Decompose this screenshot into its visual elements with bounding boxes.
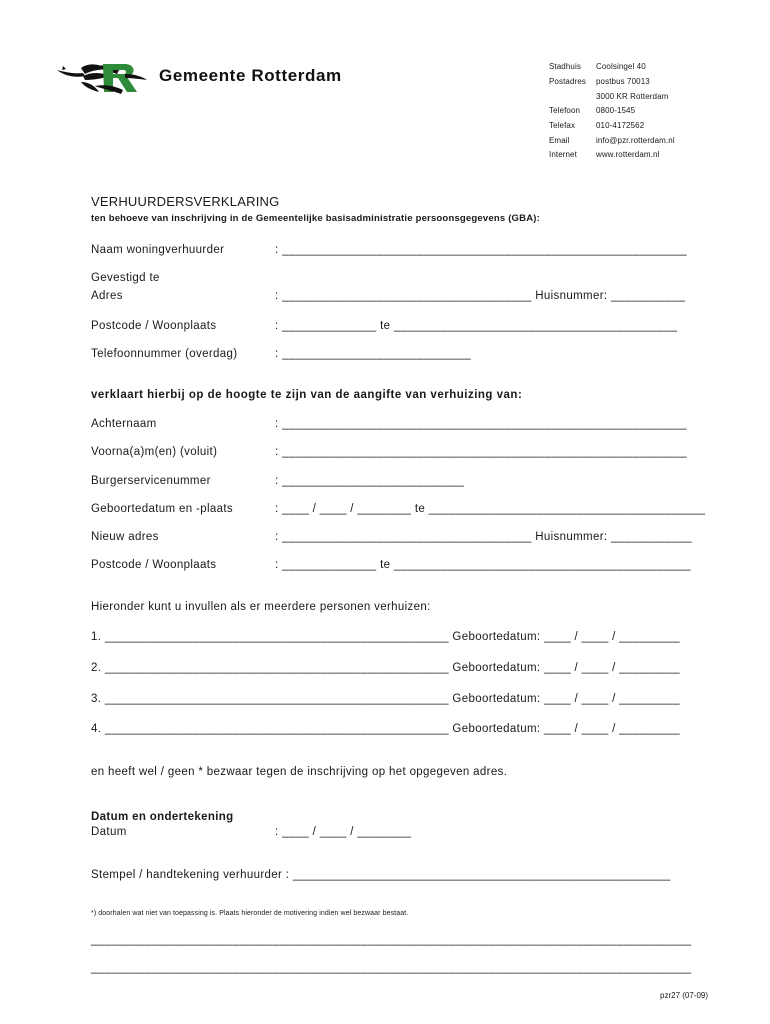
contact-label-1: Postadres [549, 77, 586, 86]
landlord-postcode-label: Postcode / Woonplaats [91, 320, 217, 332]
landlord-postcode-field[interactable]: : ______________ te __________________________________________ [275, 320, 678, 332]
firstnames-label: Voorna(a)m(en) (voluit) [91, 446, 218, 458]
bsn-field[interactable]: : ___________________________ [275, 475, 465, 487]
objection-text: en heeft wel / geen * bezwaar tegen de inschrijving op het opgegeven adres. [91, 766, 508, 778]
form-code: pzr27 (07-09) [660, 991, 709, 1000]
new-address-field[interactable]: : _____________________________________ Huisnummer: ____________ [275, 531, 692, 543]
mover-postcode-label: Postcode / Woonplaats [91, 559, 217, 571]
surname-label: Achternaam [91, 418, 157, 430]
established-label: Gevestigd te [91, 272, 160, 284]
stamp-signature-line[interactable]: Stempel / handtekening verhuurder : ________________________________________________________ [91, 869, 671, 881]
surname-field[interactable]: : ____________________________________________________________ [275, 418, 687, 430]
date-label: Datum [91, 826, 127, 838]
org-name: Gemeente Rotterdam [159, 66, 342, 85]
firstnames-field[interactable]: : ____________________________________________________________ [275, 446, 687, 458]
contact-label-5: Email [549, 136, 570, 145]
person-row-2[interactable]: 2. ___________________________________________________ Geboortedatum: ____ / ____ / _________ [91, 662, 680, 674]
contact-value-1: postbus 70013 [596, 77, 650, 86]
more-persons-intro: Hieronder kunt u invullen als er meerdere personen verhuizen: [91, 601, 431, 613]
landlord-name-label: Naam woningverhuurder [91, 244, 225, 256]
motivation-line-2[interactable]: _________________________________________________________________________________________ [91, 962, 692, 974]
footnote: *) doorhalen wat niet van toepassing is. Plaats hieronder de motivering indien wel bezwaar bestaat. [91, 910, 409, 917]
contact-label-6: Internet [549, 150, 577, 159]
contact-label-0: Stadhuis [549, 62, 581, 71]
form-subtitle: ten behoeve van inschrijving in de Gemeentelijke basisadministratie persoonsgegevens (GBA): [91, 213, 540, 224]
landlord-phone-label: Telefoonnummer (overdag) [91, 348, 238, 360]
rotterdam-logo-icon [55, 60, 150, 96]
contact-value-2: 3000 KR Rotterdam [596, 92, 669, 101]
person-row-4[interactable]: 4. ___________________________________________________ Geboortedatum: ____ / ____ / _________ [91, 723, 680, 735]
contact-value-5: info@pzr.rotterdam.nl [596, 136, 675, 145]
date-field[interactable]: : ____ / ____ / ________ [275, 826, 412, 838]
person-row-3[interactable]: 3. ___________________________________________________ Geboortedatum: ____ / ____ / _________ [91, 693, 680, 705]
landlord-address-label: Adres [91, 290, 123, 302]
form-title: VERHUURDERSVERKLARING [91, 194, 280, 209]
landlord-address-field[interactable]: : _____________________________________ Huisnummer: ___________ [275, 290, 686, 302]
landlord-phone-field[interactable]: : ____________________________ [275, 348, 471, 360]
landlord-name-field[interactable]: : ____________________________________________________________ [275, 244, 687, 256]
contact-value-0: Coolsingel 40 [596, 62, 646, 71]
person-row-1[interactable]: 1. ___________________________________________________ Geboortedatum: ____ / ____ / _________ [91, 631, 680, 643]
new-address-label: Nieuw adres [91, 531, 159, 543]
contact-value-6: www.rotterdam.nl [596, 150, 660, 159]
logo [55, 60, 150, 96]
contact-value-3: 0800-1545 [596, 106, 636, 115]
contact-label-3: Telefoon [549, 106, 581, 115]
birth-label: Geboortedatum en -plaats [91, 503, 234, 515]
signing-heading: Datum en ondertekening [91, 811, 234, 823]
declaration-text: verklaart hierbij op de hoogte te zijn van de aangifte van verhuizing van: [91, 389, 523, 401]
birth-field[interactable]: : ____ / ____ / ________ te _________________________________________ [275, 503, 706, 515]
bsn-label: Burgerservicenummer [91, 475, 211, 487]
contact-value-4: 010-4172562 [596, 121, 645, 130]
mover-postcode-field[interactable]: : ______________ te ____________________________________________ [275, 559, 691, 571]
contact-label-4: Telefax [549, 121, 576, 130]
motivation-line-1[interactable]: _________________________________________________________________________________________ [91, 934, 692, 946]
